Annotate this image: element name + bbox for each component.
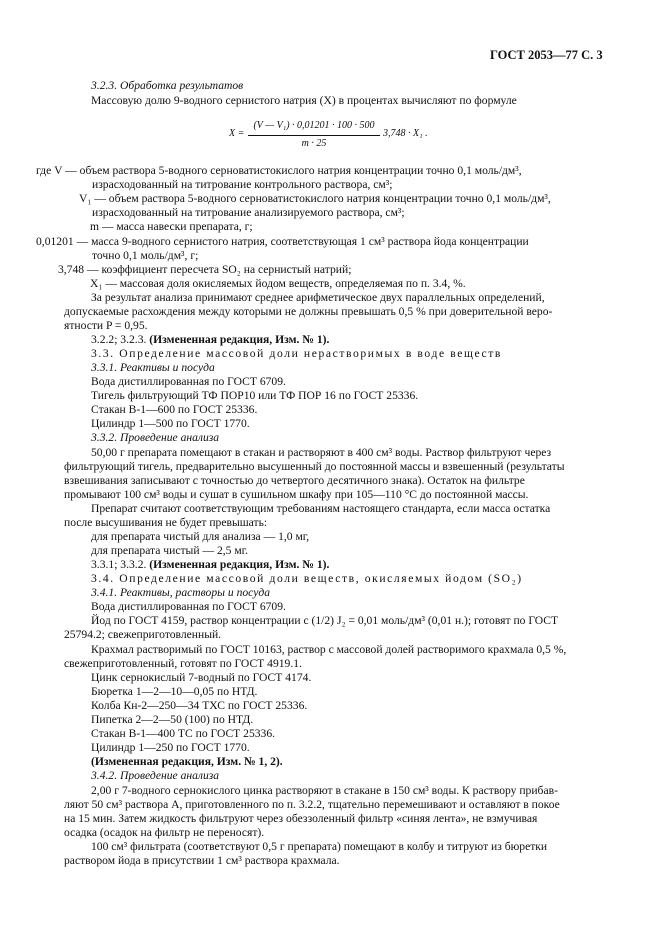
text-line: Цилиндр 1—500 по ГОСТ 1770. [91,417,250,430]
text-line: m — масса навески препарата, г; [90,220,253,233]
text-line: точно 0,1 моль/дм³, г; [92,249,199,262]
text-line: За результат анализа принимают среднее арифметическое двух параллельных определений, [91,291,545,304]
text-line: Крахмал растворимый по ГОСТ 10163, раствор с массовой долей растворимого крахмала 0,5 %, [91,643,567,656]
text-line: на 15 мин. Затем жидкость фильтруют через обеззоленный фильтр «синяя лента», не взмучивая [64,812,538,825]
text-line: после высушивания не будет превышать: [64,516,268,529]
text-line: 25794.2; свежеприготовленный. [64,628,222,641]
text-line: 3.2.2; 3.2.3. (Измененная редакция, Изм. № 1). [91,333,330,346]
text-line: Стакан В-1—600 по ГОСТ 25336. [91,403,258,416]
text-line: ляют 50 см³ раствора А, приготовленного по п. 3.2.2, тщательно перемешивают и оставляют в покое [64,798,560,811]
text-line: Цинк сернокислый 7-водный по ГОСТ 4174. [91,671,312,684]
text-line: израсходованный на титрование контрольного раствора, см³; [92,178,393,191]
text-line: Вода дистиллированная по ГОСТ 6709. [91,600,286,613]
formula-denominator: m · 25 [301,138,327,149]
text-line: ятности P = 0,95. [64,319,148,332]
text-line: Массовую долю 9-водного сернистого натрия (X) в процентах вычисляют по формуле [91,94,517,107]
text-line: 2,00 г 7-водного сернокислого цинка растворяют в стакане в 150 см³ воды. К раствору прибав- [91,784,558,797]
text-line: Цилиндр 1—250 по ГОСТ 1770. [91,741,250,754]
text-line: допускаемые расхождения между которыми не должны превышать 0,5 % при доверительной веро- [64,305,553,318]
text-line: Тигель фильтрующий ТФ ПОР10 или ТФ ПОР 16 по ГОСТ 25336. [91,389,419,402]
text-line: V₁ — объем раствора 5-водного серноватистокислого натрия концентрации точно 0,1 моль/дм³, [79,192,551,205]
text-line: Вода дистиллированная по ГОСТ 6709. [91,375,286,388]
text-line: осадка (осадок на фильтр не переносят). [64,826,265,839]
text-line: 50,00 г препарата помещают в стакан и растворяют в 400 см³ воды. Раствор фильтруют через [91,446,552,459]
formula-lhs: X = [229,128,245,139]
text-line: для препарата чистый для анализа — 1,0 мг, [91,530,310,543]
text-line: промывают 100 см³ воды и сушат в сушильном шкафу при 105—110 °С до постоянной массы. [64,488,529,501]
text-line: Йод по ГОСТ 4159, раствор концентрации c (1/2) J₂ = 0,01 моль/дм³ (0,01 н.); готовят по ГОСТ [91,614,559,627]
text-line: 3.3.2. Проведение анализа [91,431,220,444]
text-line: Стакан В-1—400 ТС по ГОСТ 25336. [91,727,276,740]
page-header: ГОСТ 2053—77 С. 3 [490,48,603,62]
text-line: раствором йода в присутствии 1 см³ раствора крахмала. [64,854,340,867]
text-line: взвешивания записывают с точностью до четвертого десятичного знака). Остаток на фильтре [64,474,525,487]
text-line: 3.4. Определение массовой доли веществ, окисляемых йодом (SO₂) [91,572,523,585]
text-line: для препарата чистый — 2,5 мг. [91,544,249,557]
formula-fraction-bar [248,135,380,136]
text-line: где V — объем раствора 5-водного серноватистокислого натрия концентрации точно 0,1 моль/дм³, [36,164,522,177]
text-line: 3.4.2. Проведение анализа [91,769,220,782]
text-line: Пипетка 2—2—50 (100) по НТД. [91,713,254,726]
text-line: 3.3.1. Реактивы и посуда [91,361,215,374]
text-line: Бюретка 1—2—10—0,05 по НТД. [91,685,258,698]
text-line: 3.3. Определение массовой доли нерастворимых в воде веществ [91,347,502,360]
text-line: 3,748 — коэффициент пересчета SO₂ на сернистый натрий; [58,263,352,276]
text-line: 3.4.1. Реактивы, растворы и посуда [91,586,271,599]
text-line: Колба Кн-2—250—34 ТХС по ГОСТ 25336. [91,699,308,712]
text-line: израсходованный на титрование анализируемого раствора, см³; [92,206,405,219]
formula-numerator: (V — V₁) · 0,01201 · 100 · 500 [253,120,375,131]
text-line: 3.2.3. Обработка результатов [91,79,244,92]
text-line: 3.3.1; 3.3.2. (Измененная редакция, Изм. № 1). [91,558,330,571]
text-line: (Измененная редакция, Изм. № 1, 2). [91,755,283,768]
text-line: 100 см³ фильтрата (соответствуют 0,5 г препарата) помещают в колбу и титруют из бюретки [91,840,548,853]
text-line: X₁ — массовая доля окисляемых йодом веществ, определяемая по п. 3.4, %. [90,277,466,290]
text-line: фильтрующий тигель, предварительно высушенный до постоянной массы и взвешенный (результаты [64,460,565,473]
text-line: 0,01201 — масса 9-водного сернистого натрия, соответствующая 1 см³ раствора йода концентрации [36,235,529,248]
text-line: Препарат считают соответствующим требованиям настоящего стандарта, если масса остатка [91,502,551,515]
formula-rhs: 3,748 · X₁ . [383,128,428,139]
text-line: свежеприготовленный, готовят по ГОСТ 4919.1. [64,657,302,670]
